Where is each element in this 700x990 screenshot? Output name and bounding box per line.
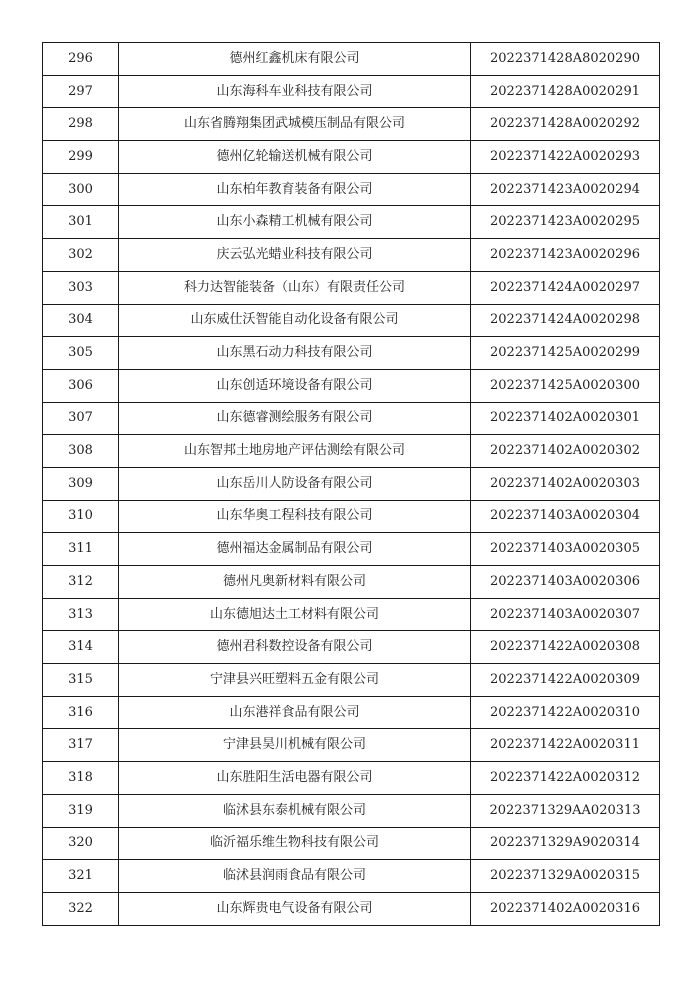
- row-number-cell: 296: [43, 43, 119, 76]
- table-row: [43, 75, 660, 108]
- row-number-cell: 322: [43, 892, 119, 925]
- row-number-cell: 316: [43, 696, 119, 729]
- table-row: [43, 696, 660, 729]
- table-row: [43, 108, 660, 141]
- table-row: [43, 631, 660, 664]
- table-row: [43, 304, 660, 337]
- table-row: [43, 402, 660, 435]
- table-row: [43, 369, 660, 402]
- row-number-cell: 320: [43, 827, 119, 860]
- row-number-cell: 308: [43, 435, 119, 468]
- registration-code-cell: 2022371403A0020306: [471, 566, 660, 599]
- row-number-cell: 315: [43, 664, 119, 697]
- company-name-cell: 德州凡奥新材料有限公司: [119, 566, 471, 599]
- registration-code-cell: 2022371422A0020309: [471, 664, 660, 697]
- row-number-cell: 306: [43, 369, 119, 402]
- company-name-cell: 山东德睿测绘服务有限公司: [119, 402, 471, 435]
- row-number-cell: 302: [43, 239, 119, 272]
- table-row: [43, 239, 660, 272]
- registration-code-cell: 2022371403A0020304: [471, 500, 660, 533]
- registration-code-cell: 2022371422A0020311: [471, 729, 660, 762]
- table-row: [43, 598, 660, 631]
- row-number-cell: 309: [43, 467, 119, 500]
- company-name-cell: 山东海科车业科技有限公司: [119, 75, 471, 108]
- company-name-cell: 德州福达金属制品有限公司: [119, 533, 471, 566]
- table-row: [43, 206, 660, 239]
- row-number-cell: 305: [43, 337, 119, 370]
- registration-code-cell: 2022371402A0020302: [471, 435, 660, 468]
- company-name-cell: 科力达智能装备（山东）有限责任公司: [119, 271, 471, 304]
- row-number-cell: 297: [43, 75, 119, 108]
- company-name-cell: 山东创适环境设备有限公司: [119, 369, 471, 402]
- registration-code-cell: 2022371425A0020300: [471, 369, 660, 402]
- company-name-cell: 山东智邦土地房地产评估测绘有限公司: [119, 435, 471, 468]
- registration-code-cell: 2022371422A0020308: [471, 631, 660, 664]
- company-name-cell: 临沂福乐维生物科技有限公司: [119, 827, 471, 860]
- company-name-cell: 庆云弘光蜡业科技有限公司: [119, 239, 471, 272]
- row-number-cell: 301: [43, 206, 119, 239]
- row-number-cell: 313: [43, 598, 119, 631]
- table-row: [43, 762, 660, 795]
- company-name-cell: 德州君科数控设备有限公司: [119, 631, 471, 664]
- company-name-cell: 临沭县东泰机械有限公司: [119, 794, 471, 827]
- table-row: [43, 467, 660, 500]
- registration-code-cell: 2022371402A0020303: [471, 467, 660, 500]
- table-row: [43, 892, 660, 925]
- row-number-cell: 310: [43, 500, 119, 533]
- company-name-cell: 山东黑石动力科技有限公司: [119, 337, 471, 370]
- table-row: [43, 43, 660, 76]
- registration-code-cell: 2022371424A0020298: [471, 304, 660, 337]
- row-number-cell: 304: [43, 304, 119, 337]
- company-name-cell: 山东柏年教育装备有限公司: [119, 173, 471, 206]
- table-row: [43, 173, 660, 206]
- table-row: [43, 533, 660, 566]
- registration-code-cell: 2022371428A0020292: [471, 108, 660, 141]
- table-row: [43, 271, 660, 304]
- registration-code-cell: 2022371329A0020315: [471, 860, 660, 893]
- row-number-cell: 312: [43, 566, 119, 599]
- table-row: [43, 664, 660, 697]
- table-row: [43, 794, 660, 827]
- company-name-cell: 山东岳川人防设备有限公司: [119, 467, 471, 500]
- registration-code-cell: 2022371422A0020310: [471, 696, 660, 729]
- company-name-cell: 宁津县兴旺塑料五金有限公司: [119, 664, 471, 697]
- registration-code-cell: 2022371329A9020314: [471, 827, 660, 860]
- company-name-cell: 山东小森精工机械有限公司: [119, 206, 471, 239]
- table-body: [43, 43, 660, 926]
- row-number-cell: 317: [43, 729, 119, 762]
- registration-code-cell: 2022371424A0020297: [471, 271, 660, 304]
- table-row: [43, 860, 660, 893]
- table-row: [43, 729, 660, 762]
- company-name-cell: 山东省腾翔集团武城模压制品有限公司: [119, 108, 471, 141]
- registration-code-cell: 2022371403A0020305: [471, 533, 660, 566]
- registration-code-cell: 2022371422A0020312: [471, 762, 660, 795]
- registration-code-cell: 2022371422A0020293: [471, 141, 660, 174]
- row-number-cell: 303: [43, 271, 119, 304]
- row-number-cell: 314: [43, 631, 119, 664]
- company-name-cell: 山东辉贵电气设备有限公司: [119, 892, 471, 925]
- registration-code-cell: 2022371423A0020294: [471, 173, 660, 206]
- row-number-cell: 318: [43, 762, 119, 795]
- company-list-table: [42, 42, 660, 926]
- company-name-cell: 山东华奥工程科技有限公司: [119, 500, 471, 533]
- registration-code-cell: 2022371403A0020307: [471, 598, 660, 631]
- registration-code-cell: 2022371423A0020295: [471, 206, 660, 239]
- table-row: [43, 435, 660, 468]
- company-name-cell: 山东德旭达土工材料有限公司: [119, 598, 471, 631]
- row-number-cell: 321: [43, 860, 119, 893]
- registration-code-cell: 2022371329AA020313: [471, 794, 660, 827]
- registration-code-cell: 2022371402A0020316: [471, 892, 660, 925]
- registration-code-cell: 2022371425A0020299: [471, 337, 660, 370]
- table-row: [43, 141, 660, 174]
- registration-code-cell: 2022371428A0020291: [471, 75, 660, 108]
- company-name-cell: 山东威仕沃智能自动化设备有限公司: [119, 304, 471, 337]
- row-number-cell: 300: [43, 173, 119, 206]
- table-row: [43, 500, 660, 533]
- row-number-cell: 319: [43, 794, 119, 827]
- registration-code-cell: 2022371428A8020290: [471, 43, 660, 76]
- company-name-cell: 临沭县润雨食品有限公司: [119, 860, 471, 893]
- company-name-cell: 德州红鑫机床有限公司: [119, 43, 471, 76]
- company-name-cell: 宁津县昊川机械有限公司: [119, 729, 471, 762]
- registration-code-cell: 2022371402A0020301: [471, 402, 660, 435]
- table-row: [43, 827, 660, 860]
- table-row: [43, 566, 660, 599]
- registration-code-cell: 2022371423A0020296: [471, 239, 660, 272]
- company-name-cell: 德州亿轮输送机械有限公司: [119, 141, 471, 174]
- row-number-cell: 299: [43, 141, 119, 174]
- company-name-cell: 山东港祥食品有限公司: [119, 696, 471, 729]
- row-number-cell: 298: [43, 108, 119, 141]
- table-row: [43, 337, 660, 370]
- row-number-cell: 311: [43, 533, 119, 566]
- row-number-cell: 307: [43, 402, 119, 435]
- company-name-cell: 山东胜阳生活电器有限公司: [119, 762, 471, 795]
